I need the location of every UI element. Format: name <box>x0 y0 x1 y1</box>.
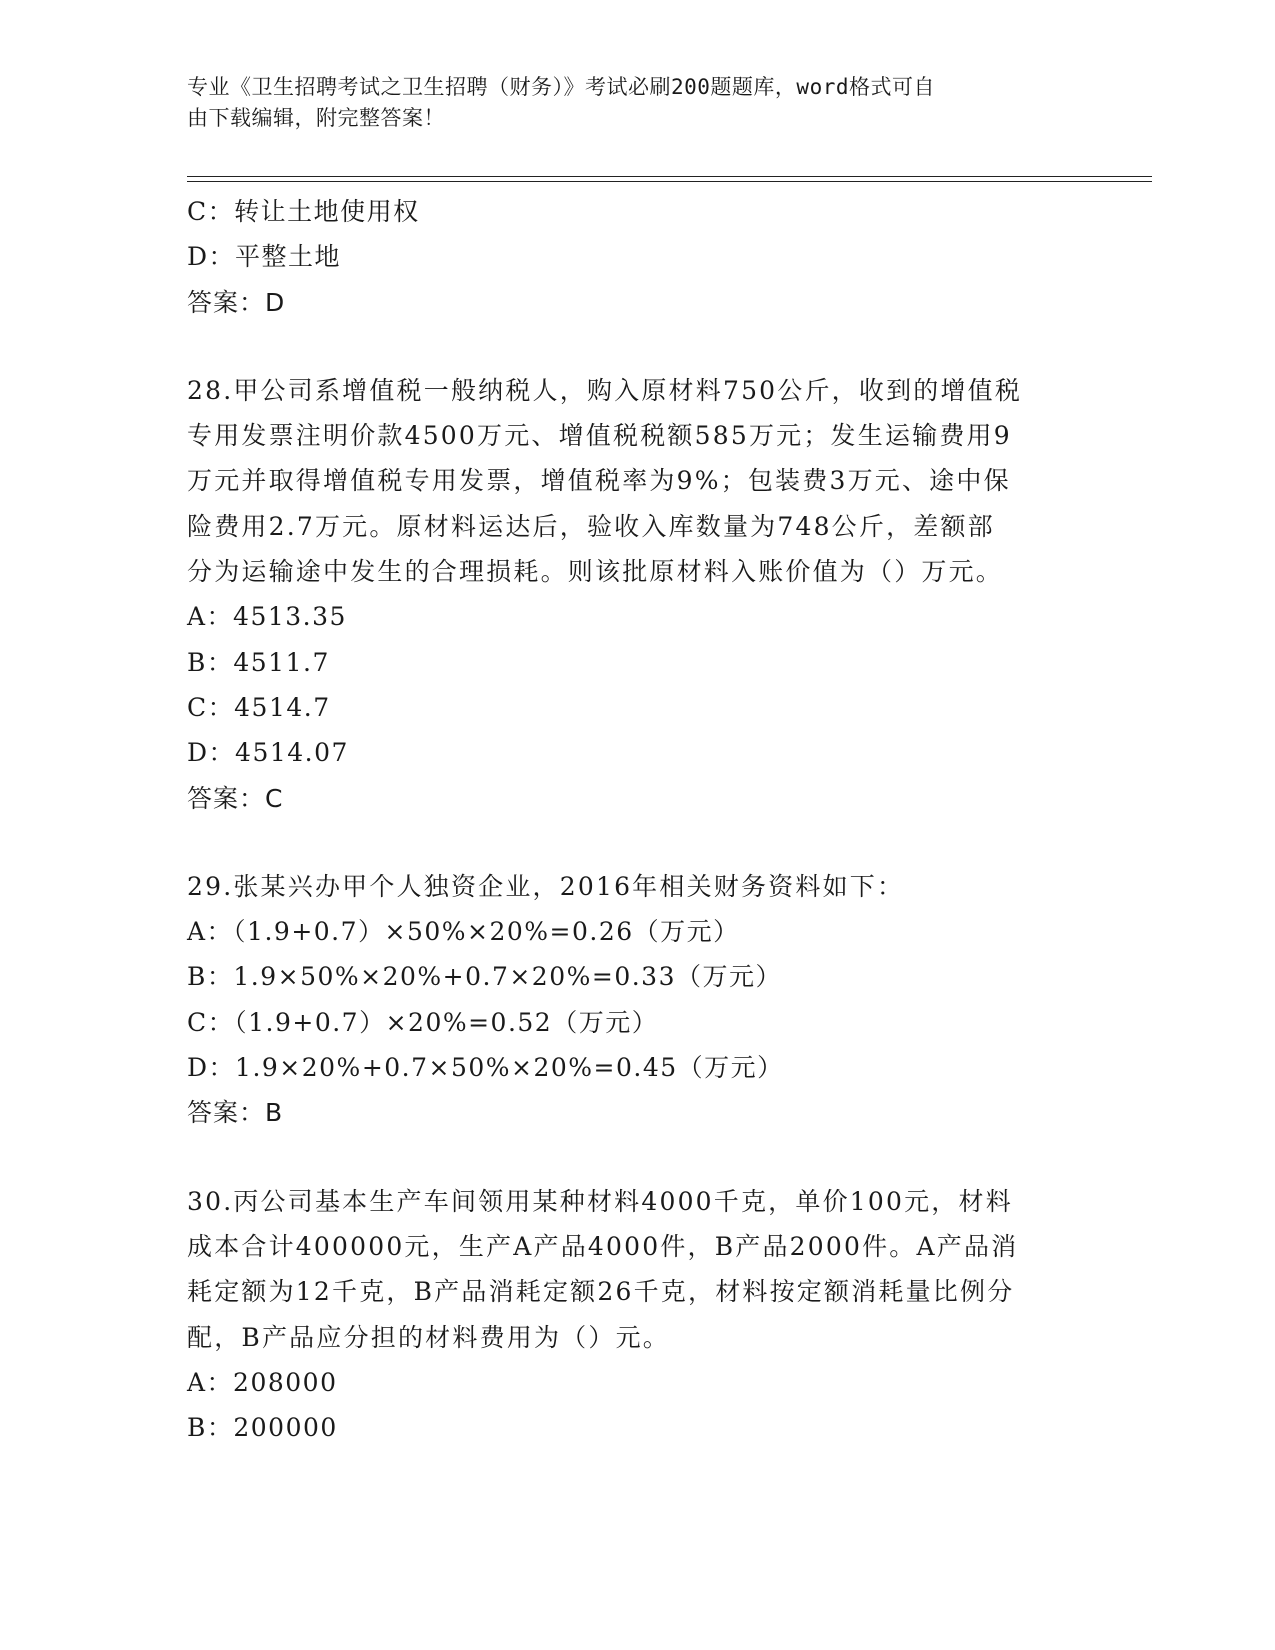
question-29 <box>187 864 1087 1136</box>
option-d: D：1.9×20%+0.7×50%×20%=0.45（万元） <box>187 1053 784 1083</box>
option-b: B：1.9×50%×20%+0.7×20%=0.33（万元） <box>187 962 782 992</box>
question-stem <box>187 1179 1087 1360</box>
answer-line: 答案：C <box>187 783 284 813</box>
question-stem <box>187 864 1087 909</box>
stem-line: 专用发票注明价款4500万元、增值税税额585万元；发生运输费用9 <box>187 421 1012 451</box>
stem-line: 配，B产品应分担的材料费用为（）元。 <box>187 1322 670 1352</box>
stem-line: 30.丙公司基本生产车间领用某种材料4000千克，单价100元，材料 <box>187 1186 1013 1216</box>
stem-line: 万元并取得增值税专用发票，增值税率为9%；包装费3万元、途中保 <box>187 466 1011 496</box>
header-rule-bottom <box>187 181 1152 182</box>
option-b: B：4511.7 <box>187 647 330 677</box>
answer-line: 答案：D <box>187 287 286 317</box>
option-d: D：平整土地 <box>187 242 342 272</box>
stem-line: 险费用2.7万元。原材料运达后，验收入库数量为748公斤，差额部 <box>187 511 995 541</box>
option-d: D：4514.07 <box>187 738 349 768</box>
stem-line: 28.甲公司系增值税一般纳税人，购入原材料750公斤，收到的增值税 <box>187 375 1023 405</box>
option-a: A：208000 <box>187 1367 338 1397</box>
option-c: C：（1.9+0.7）×20%=0.52（万元） <box>187 1007 659 1037</box>
document-header <box>187 72 1067 134</box>
header-line-1: 专业《卫生招聘考试之卫生招聘（财务）》考试必刷200题题库，word格式可自 <box>187 75 935 99</box>
stem-line: 耗定额为12千克，B产品消耗定额26千克，材料按定额消耗量比例分 <box>187 1277 1015 1307</box>
option-a: A：4513.35 <box>187 602 347 632</box>
question-30 <box>187 1179 1087 1451</box>
stem-line: 成本合计400000元，生产A产品4000件，B产品2000件。A产品消 <box>187 1231 1019 1261</box>
stem-line: 29.张某兴办甲个人独资企业，2016年相关财务资料如下： <box>187 871 905 901</box>
question-list <box>187 189 1087 1450</box>
question-28 <box>187 368 1087 821</box>
header-line-2: 由下载编辑，附完整答案！ <box>187 106 445 130</box>
option-b: B：200000 <box>187 1413 338 1443</box>
question-stem <box>187 368 1087 594</box>
header-rule-top <box>187 176 1152 177</box>
option-a: A：（1.9+0.7）×50%×20%=0.26（万元） <box>187 917 740 947</box>
option-c: C：转让土地使用权 <box>187 197 420 226</box>
question-27-tail <box>187 189 1087 325</box>
answer-line: 答案：B <box>187 1098 284 1128</box>
option-c: C：4514.7 <box>187 692 331 722</box>
stem-line: 分为运输途中发生的合理损耗。则该批原材料入账价值为（）万元。 <box>187 557 1004 587</box>
